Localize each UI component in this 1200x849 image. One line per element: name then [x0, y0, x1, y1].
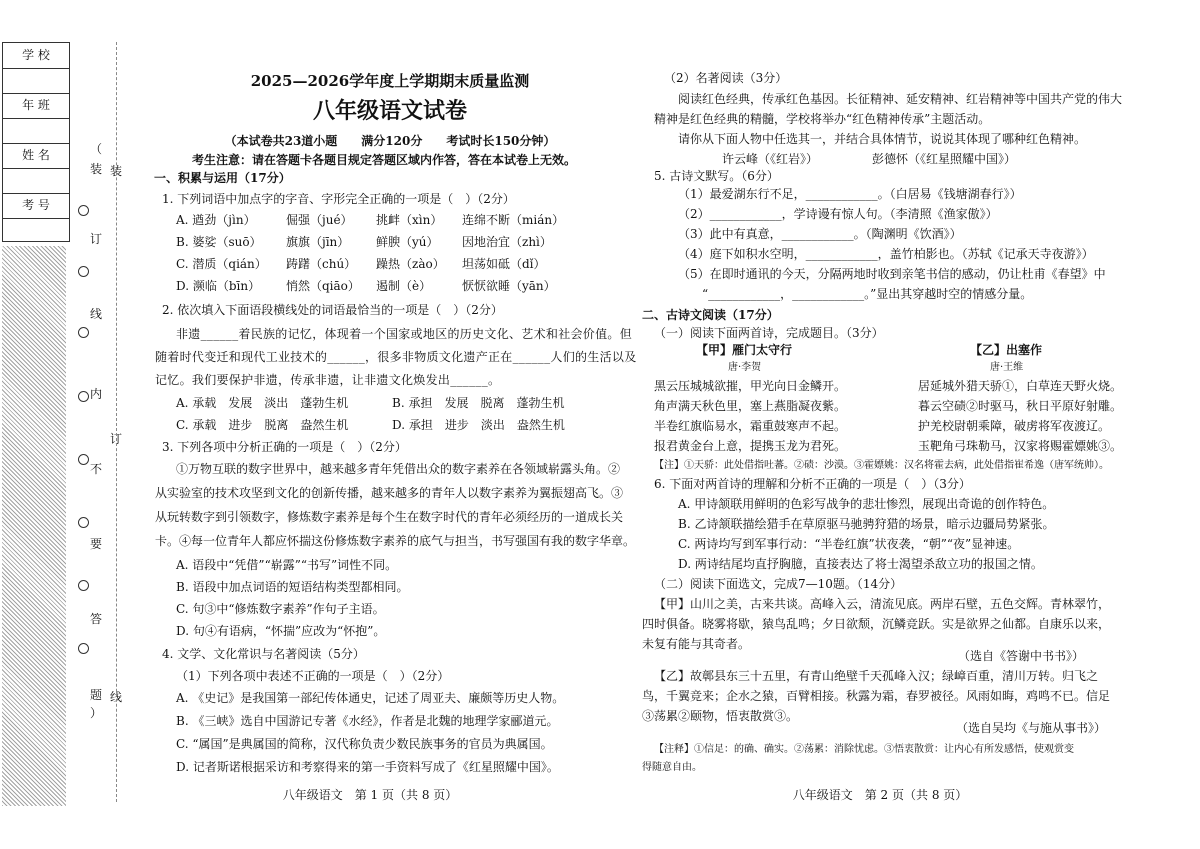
- q1-option-d-3: 遏制（è）: [376, 279, 432, 293]
- q5-item: （1）最爱湖东行不足，____________。（白居易《钱塘湖春行》）: [678, 187, 1022, 201]
- q2-passage-line: 随着时代变迁和现代工业技术的______，很多非物质文化遗产正在______人们的生活以及: [155, 350, 637, 364]
- text-a-source: （选自《答谢中书书》）: [958, 649, 1085, 663]
- seal-char: 订: [89, 232, 102, 246]
- binding-hole: [78, 643, 89, 654]
- question-4: 4. 文学、文化常识与名著阅读（5分）: [162, 647, 365, 661]
- seal-char: 线: [109, 690, 122, 704]
- seal-char: 装: [89, 162, 102, 176]
- poem-b-line: 护羌校尉朝乘障，破虏将军夜渡辽。: [918, 419, 1111, 433]
- q5-item: （4）庭下如积水空明，____________，盖竹柏影也。（苏轼《记承天寺夜游》）: [678, 247, 1094, 261]
- q4-2-person-2: 彭德怀（《红星照耀中国》）: [872, 152, 1017, 166]
- q3-option-b: B. 语段中加点词语的短语结构类型都相同。: [176, 580, 409, 594]
- poem-a-line: 报君黄金台上意，提携玉龙为君死。: [654, 439, 847, 453]
- q5-item: （2）____________，学诗谩有惊人句。（李清照《渔家傲》）: [678, 207, 998, 221]
- q2-option-c: C. 承载 进步 脱离 盎然生机: [176, 418, 349, 432]
- q1-option-d-2: 悄然（qiāo）: [286, 279, 360, 293]
- q1-option-c-3: 躁热（zào）: [376, 257, 445, 271]
- q6-option-d: D. 两诗结尾均直抒胸臆，直接表达了将士渴望杀敌立功的报国之情。: [678, 557, 1043, 571]
- q3-passage-line: 从实验室的技术攻坚到文化的创新传播，越来越多的青年人以数字素养为翼振翅高飞。③: [155, 486, 624, 500]
- info-label-id: 考 号: [3, 193, 69, 219]
- binding-hatch-pattern: [2, 246, 66, 806]
- question-3: 3. 下列各项中分析正确的一项是（ ）（2分）: [162, 440, 407, 454]
- question-5: 5. 古诗文默写。（6分）: [654, 169, 779, 183]
- poem-b-line: 玉靶角弓珠勒马，汉家将赐霍嫖姚③。: [918, 439, 1123, 453]
- poem-b-line: 居延城外猎天骄①，白草连天野火烧。: [918, 379, 1123, 393]
- q4-2-line: 阅读红色经典，传承红色基因。长征精神、延安精神、红岩精神等中国共产党的伟大: [678, 92, 1123, 106]
- text-a-line: 四时俱备。晓雾将歇，猿鸟乱鸣；夕日欲颓，沉鳞竞跃。实是欲界之仙都。自康乐以来，: [642, 617, 1111, 631]
- q1-option-a-3: 挑衅（xìn）: [376, 213, 443, 227]
- poem-b-title: 【乙】出塞作: [970, 343, 1043, 357]
- q6-option-b: B. 乙诗颔联描绘猎手在草原驱马驰骋狩猎的场景，暗示边疆局势紧张。: [678, 517, 1055, 531]
- q4-2-line: 请你从下面人物中任选其一，并结合具体情节，说说其体现了哪种红色精神。: [678, 132, 1087, 146]
- seal-char: 要: [89, 537, 102, 551]
- text-b-line: 鸟，千翼竞来；企水之猿，百臂相接。秋露为霜，春罗被径。风雨如晦，鸡鸣不已。信足: [642, 689, 1111, 703]
- question-4-1: （1）下列各项中表述不正确的一项是（ ）（2分）: [176, 669, 450, 683]
- q2-option-d: D. 承担 进步 淡出 盎然生机: [392, 418, 565, 432]
- info-label-class: 年 班: [3, 93, 69, 119]
- poem-a-line: 黑云压城城欲摧，甲光向日金鳞开。: [654, 379, 847, 393]
- poem-note: 【注】①天骄：此处借指吐蕃。②碛：沙漠。③霍嫖姚：汉名将霍去病，此处借指崔希逸（唐军统帅）。: [654, 460, 1109, 471]
- q1-option-d-4: 恹恹欲睡（yān）: [462, 279, 556, 293]
- exam-meta: （本试卷共23道小题 满分120分 考试时长150分钟）: [224, 134, 556, 148]
- seal-char: 装: [109, 164, 122, 178]
- q6-option-c: C. 两诗均写到军事行动：“半卷红旗”状夜袭，“朝”“夜”显神速。: [678, 537, 1020, 551]
- binding-hole: [78, 454, 89, 465]
- q1-option-a-2: 倔强（jué）: [286, 213, 353, 227]
- binding-hole: [78, 517, 89, 528]
- binding-hole: [78, 391, 89, 402]
- info-label-name: 姓 名: [3, 143, 69, 169]
- q5-item: （3）此中有真意，____________。（陶渊明《饮酒》）: [678, 227, 962, 241]
- poem-a-line: 角声满天秋色里，塞上燕脂凝夜紫。: [654, 399, 847, 413]
- exam-title: 2025—2026学年度上学期期末质量监测: [250, 72, 530, 90]
- q4-option-d: D. 记者斯诺根据采访和考察得来的第一手资料写成了《红星照耀中国》。: [176, 760, 559, 774]
- text-b-line: ③荡累②颐物，悟衷散赏③。: [642, 709, 799, 723]
- q4-option-c: C. “属国”是典属国的简称，汉代称负责少数民族事务的官员为典属国。: [176, 737, 553, 751]
- exam-subtitle: 八年级语文试卷: [312, 98, 467, 124]
- q6-option-a: A. 甲诗颔联用鲜明的色彩写战争的悲壮惨烈，展现出奇诡的创作特色。: [678, 497, 1055, 511]
- question-2: 2. 依次填入下面语段横线处的词语最恰当的一项是（ ）（2分）: [162, 303, 503, 317]
- seal-char: 答: [89, 612, 102, 626]
- question-1: 1. 下列词语中加点字的字音、字形完全正确的一项是（ ）（2分）: [162, 192, 515, 206]
- q1-option-b-3: 鲜腴（yú）: [376, 235, 439, 249]
- binding-cut-line: [116, 42, 117, 802]
- q4-option-a: A. 《史记》是我国第一部纪传体通史，记述了周亚夫、廉颇等历史人物。: [176, 691, 565, 705]
- binding-hole: [78, 580, 89, 591]
- binding-hole: [78, 205, 89, 216]
- subsection-2-heading: （二）阅读下面选文，完成7—10题。（14分）: [654, 577, 903, 591]
- poem-a-line: 半卷红旗临易水，霜重鼓寒声不起。: [654, 419, 847, 433]
- subsection-1-heading: （一）阅读下面两首诗，完成题目。（3分）: [654, 326, 884, 340]
- text-b-line: 【乙】故鄣县东三十五里，有青山绝壁千天孤峰入汉；绿嶂百重，清川万转。归飞之: [654, 669, 1099, 683]
- q1-option-c-2: 踌躇（chú）: [286, 257, 357, 271]
- q3-option-c: C. 句③中“修炼数字素养”作句子主语。: [176, 602, 385, 616]
- info-row-id: [3, 193, 69, 243]
- q3-option-a: A. 语段中“凭借”“崭露”“书写”词性不同。: [176, 558, 398, 572]
- info-row-class: [3, 93, 69, 144]
- info-label-school: 学 校: [3, 43, 69, 69]
- q2-passage-line: 记忆。我们要保护非遗，传承非遗，让非遗文化焕发出______。: [155, 373, 501, 387]
- exam-notice: 考生注意：请在答题卡各题目规定答题区域内作答，答在本试卷上无效。: [192, 153, 577, 167]
- q2-option-b: B. 承担 发展 脱离 蓬勃生机: [392, 396, 565, 410]
- q1-option-c-4: 坦荡如砥（dǐ）: [462, 257, 546, 271]
- seal-char: 线: [89, 307, 102, 321]
- info-row-name: [3, 143, 69, 194]
- q5-item: （5）在即时通讯的今天，分隔两地时收到亲笔书信的感动，仍让杜甫《春望》中: [678, 267, 1106, 281]
- poem-b-line: 暮云空碛②时驱马，秋日平原好射雕。: [918, 399, 1123, 413]
- q2-option-a: A. 承载 发展 淡出 蓬勃生机: [176, 396, 349, 410]
- q1-option-b-1: B. 婆娑（suō）: [176, 235, 262, 249]
- seal-char: （: [89, 142, 102, 156]
- binding-hole: [78, 266, 89, 277]
- binding-hole: [78, 327, 89, 338]
- q5-item: “____________，____________。”显出其穿越时空的情感分量。: [702, 287, 1033, 301]
- text-b-source: （选自吴均《与施从事书》）: [956, 721, 1107, 735]
- poem-b-author: 唐·王维: [990, 362, 1024, 373]
- page-1-footer: 八年级语文 第 1 页（共 8 页）: [282, 788, 458, 802]
- section-1-heading: 一、积累与运用（17分）: [154, 171, 291, 185]
- seal-char: 不: [89, 462, 102, 476]
- text-a-line: 【甲】山川之美，古来共谈。高峰入云，清流见底。两岸石壁，五色交辉。青林翠竹，: [654, 597, 1111, 611]
- question-4-2: （2）名著阅读（3分）: [664, 71, 788, 85]
- text-notes: 【注释】①信足：的确、确实。②荡累：消除忧虑。③悟衷散赏：让内心有所发感悟，使观赏变: [654, 744, 1074, 755]
- info-row-school: [3, 43, 69, 94]
- q3-option-d: D. 句④有语病，“怀揣”应改为“怀抱”。: [176, 624, 386, 638]
- q1-option-b-2: 旗旗（jīn）: [286, 235, 350, 249]
- poem-a-author: 唐·李贺: [728, 362, 762, 373]
- seal-char: 内: [89, 387, 102, 401]
- q2-passage-line: 非遗______着民族的记忆，体现着一个国家或地区的历史文化、艺术和社会价值。但: [176, 327, 633, 341]
- page-2-footer: 八年级语文 第 2 页（共 8 页）: [792, 788, 968, 802]
- q3-passage-line: 从玩转数字到引领数字，修炼数字素养是每个生在数字时代的青年必须经历的一道成长关: [155, 510, 624, 524]
- q4-2-person-1: 许云峰（《红岩》）: [722, 152, 819, 166]
- question-6: 6. 下面对两首诗的理解和分析不正确的一项是（ ）（3分）: [654, 477, 971, 491]
- q1-option-b-4: 因地治宜（zhì）: [462, 235, 552, 249]
- poem-a-title: 【甲】雁门太守行: [696, 343, 793, 357]
- q4-2-line: 精神是红色经典的精髓，学校将举办“红色精神传承”主题活动。: [654, 112, 991, 126]
- student-info-box: [2, 42, 70, 242]
- q3-passage-line: ①万物互联的数字世界中，越来越多青年凭借出众的数字素养在各领域崭露头角。②: [176, 462, 621, 476]
- text-notes-cont: 得随意自由。: [642, 762, 702, 773]
- q1-option-a-4: 连绵不断（mián）: [462, 213, 565, 227]
- q1-option-a-1: A. 遒劲（jìn）: [176, 213, 256, 227]
- q4-option-b: B. 《三峡》选自中国游记专著《水经》，作者是北魏的地理学家郦道元。: [176, 714, 559, 728]
- q1-option-c-1: C. 潜质（qián）: [176, 257, 267, 271]
- seal-char: ）: [89, 706, 102, 720]
- seal-char: 题: [89, 688, 102, 702]
- section-2-heading: 二、古诗文阅读（17分）: [642, 308, 779, 322]
- q3-passage-line: 卡。④每一位青年人都应怀揣这份修炼数字素养的底气与担当，书写强国有我的数字华章。: [155, 534, 636, 548]
- seal-char: 订: [109, 432, 122, 446]
- text-a-line: 未复有能与其奇者。: [642, 637, 751, 651]
- q1-option-d-1: D. 濒临（bīn）: [176, 279, 261, 293]
